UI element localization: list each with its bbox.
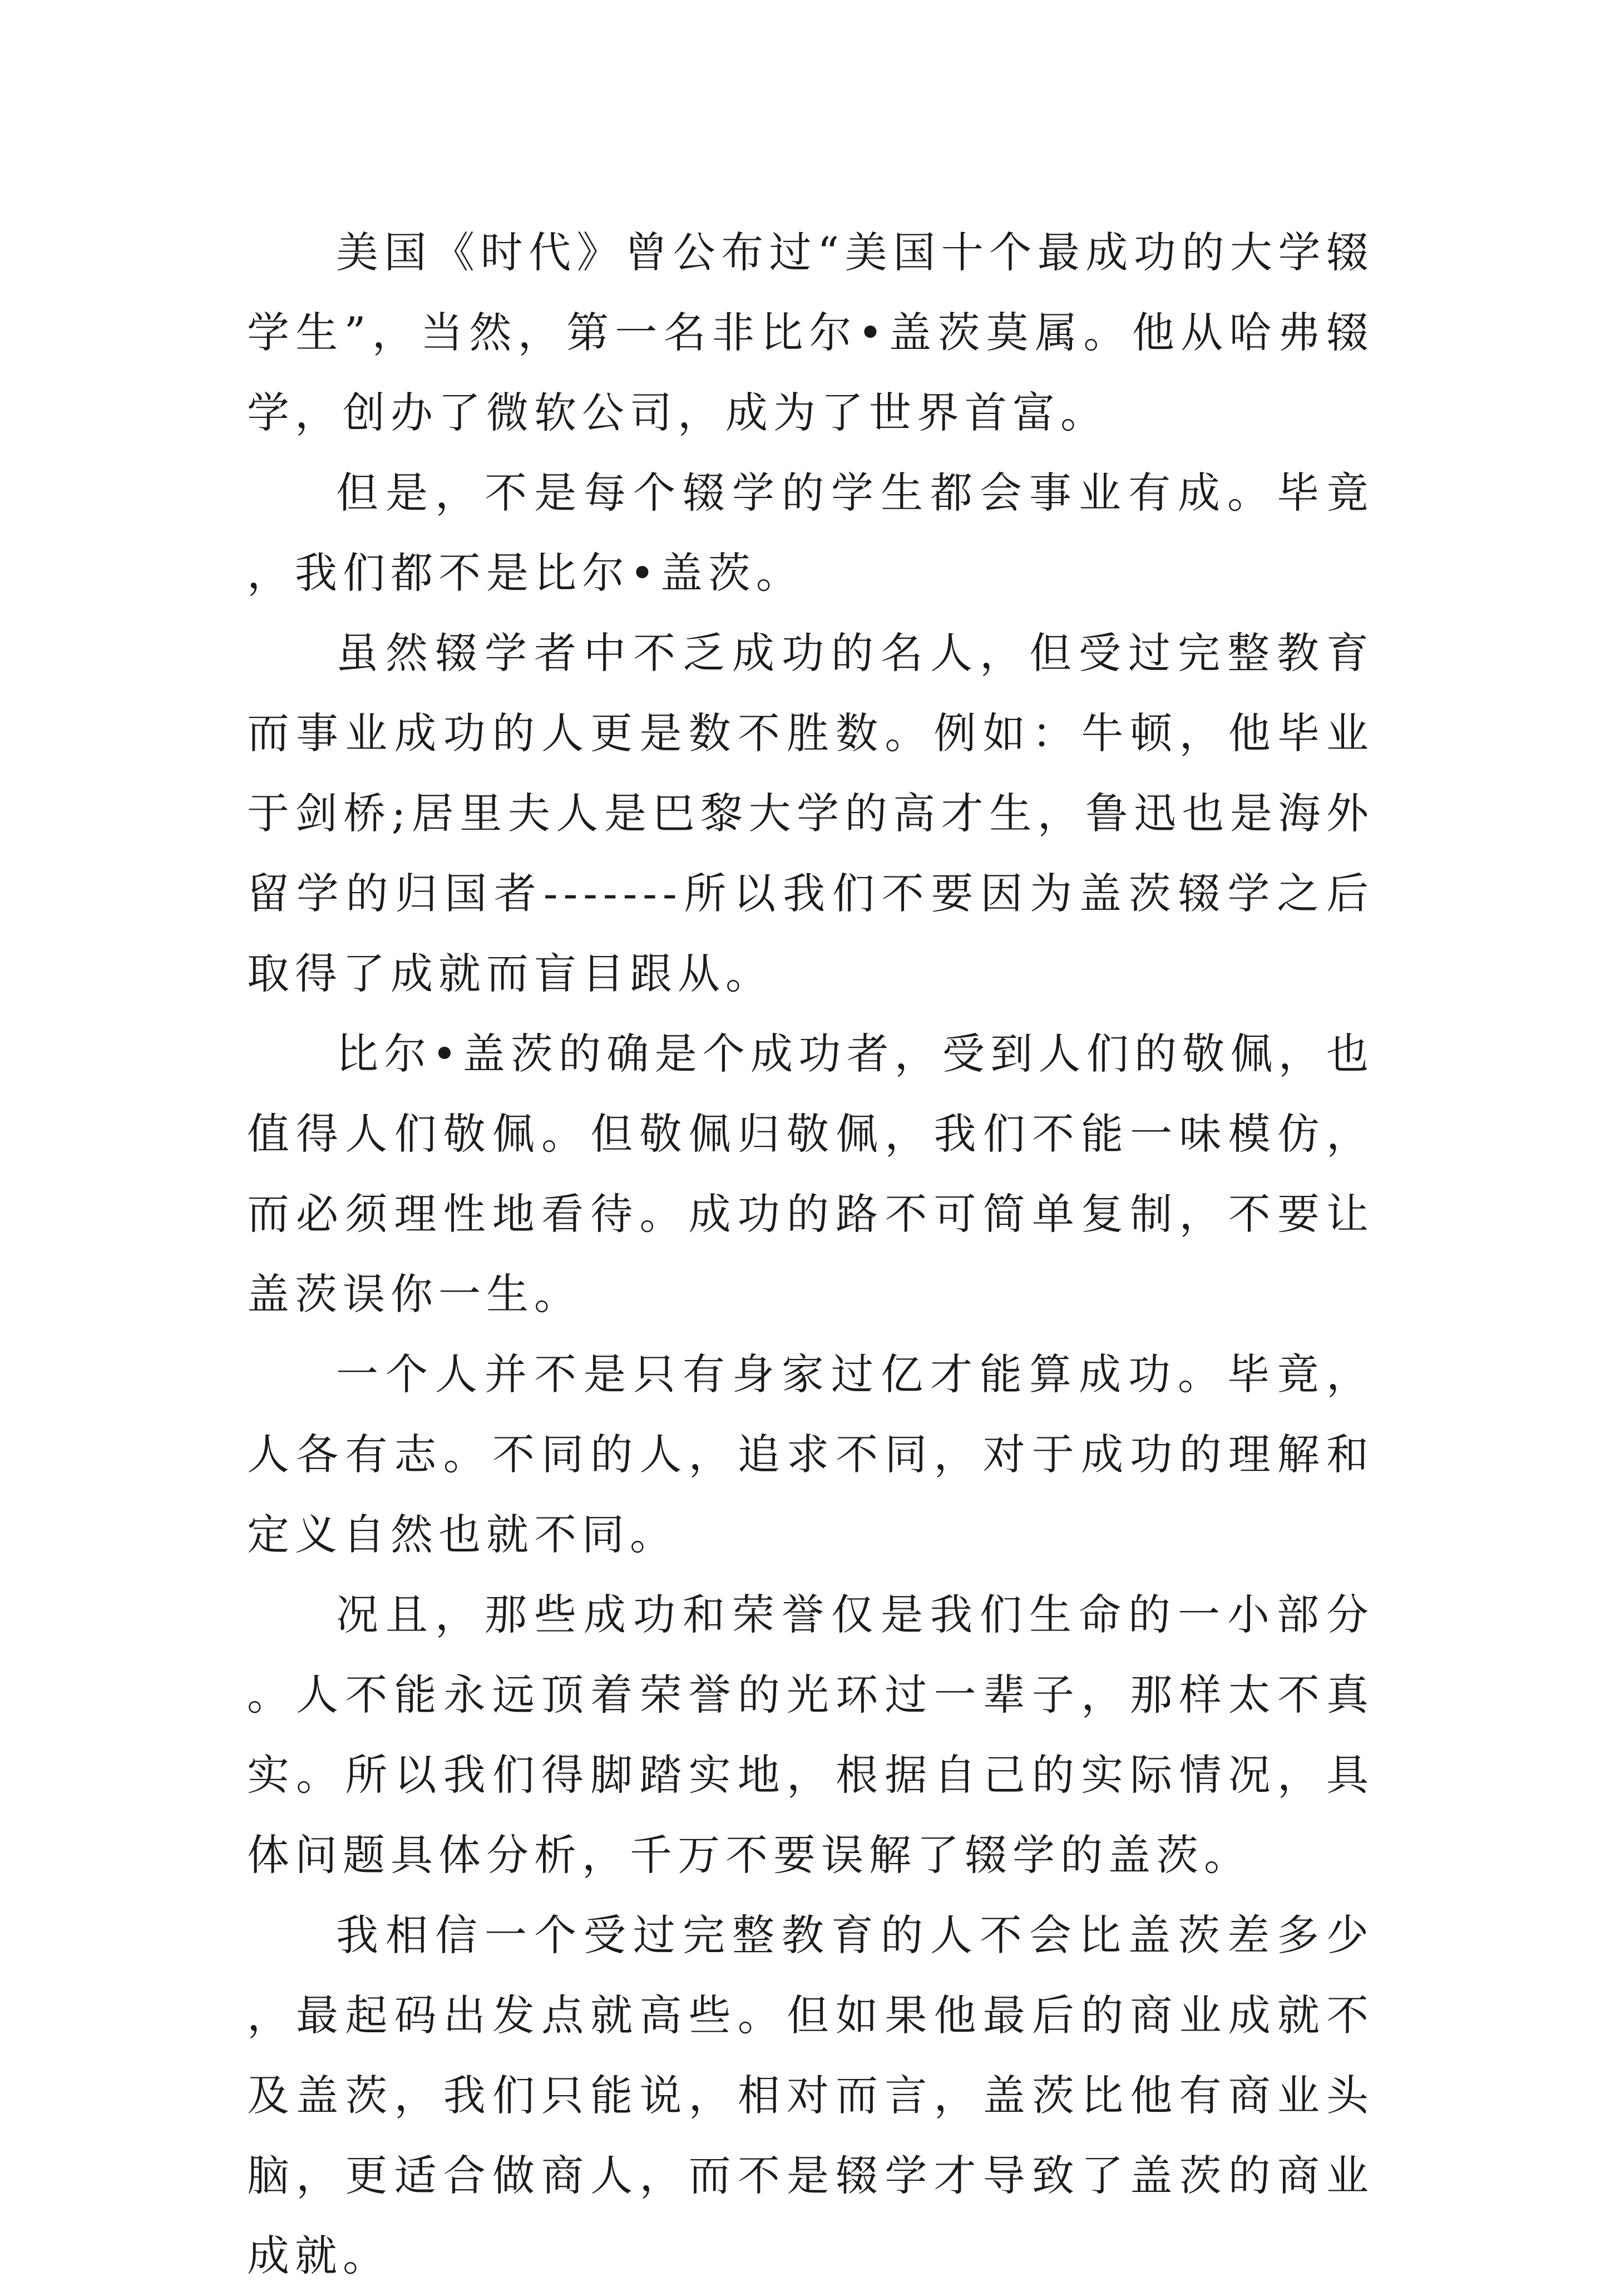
essay-body [247,213,1374,2296]
paragraph-5: 一个人并不是只有身家过亿才能算成功。毕竟，人各有志。不同的人，追求不同，对于成功的理解和定义自然也就不同。 [247,1349,1374,1559]
paragraph-7: 我相信一个受过完整教育的人不会比盖茨差多少，最起码出发点就高些。但如果他最后的商业成就不及盖茨，我们只能说，相对而言，盖茨比他有商业头脑，更适合做商人，而不是辍学才导致了盖茨的商业成就。 [247,1910,1374,2280]
paragraph-6: 况且，那些成功和荣誉仅是我们生命的一小部分。人不能永远顶着荣誉的光环过一辈子，那样太不真实。所以我们得脚踏实地，根据自己的实际情况，具体问题具体分析，千万不要误解了辍学的盖茨。 [247,1590,1374,1880]
paragraph-3: 虽然辍学者中不乏成功的名人，但受过完整教育而事业成功的人更是数不胜数。例如：牛顿，他毕业于剑桥;居里夫人是巴黎大学的高才生，鲁迅也是海外留学的归国者-------所以我们不要因为盖茨辍学之后取得了成就而盲目跟从。 [247,628,1374,998]
paragraph-4: 比尔•盖茨的确是个成功者，受到人们的敬佩，也值得人们敬佩。但敬佩归敬佩，我们不能一味模仿，而必须理性地看待。成功的路不可简单复制，不要让盖茨误你一生。 [247,1029,1374,1319]
paragraph-1: 美国《时代》曾公布过“美国十个最成功的大学辍学生”，当然，第一名非比尔•盖茨莫属。他从哈弗辍学，创办了微软公司，成为了世界首富。 [247,228,1374,437]
paragraph-2: 但是，不是每个辍学的学生都会事业有成。毕竟，我们都不是比尔•盖茨。 [247,468,1374,598]
